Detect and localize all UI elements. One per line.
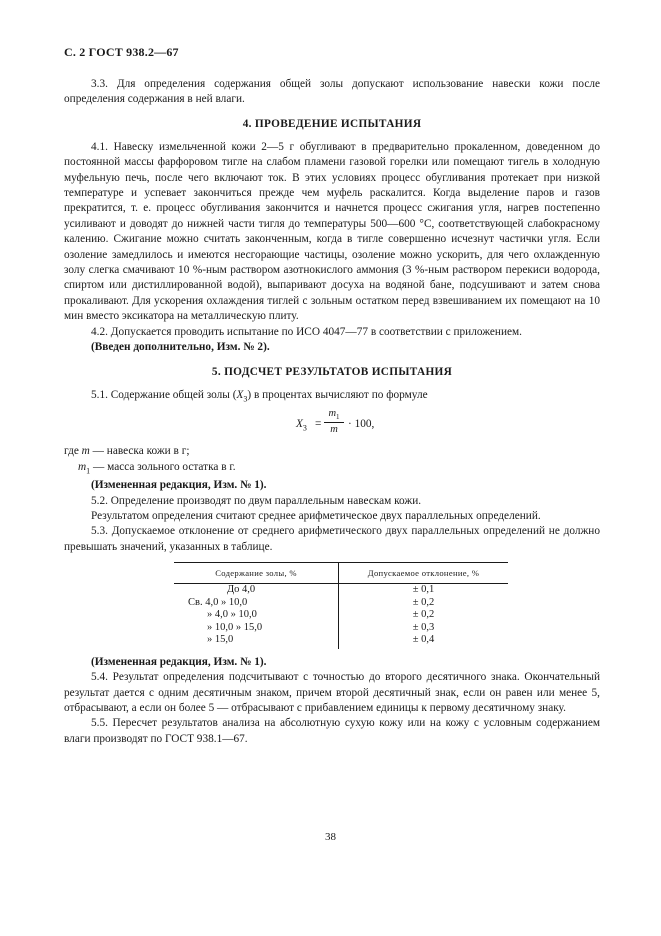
paragraph-5-2: 5.2. Определение производят по двум параллельным навескам кожи.	[91, 494, 422, 507]
paragraph-5-4: 5.4. Результат определения подсчитывают с точностью до второго десятичного знака. Окончательный результат дается с одним десятичным знаком, причем второй десятичный знак, если он равен или менее 5, отбрасывают, а если он более 5 — отбрасывают с прибавлением единицы к первому десятичному знаку.	[64, 671, 600, 714]
paragraph-4-2: 4.2. Допускается проводить испытание по ИСО 4047—77 в соответствии с приложением.	[91, 325, 522, 338]
ash-formula	[64, 408, 600, 444]
section-5-heading: 5. ПОДСЧЕТ РЕЗУЛЬТАТОВ ИСПЫТАНИЯ	[211, 365, 453, 378]
amendment-note-5-1: (Измененная редакция, Изм. № 1).	[91, 479, 267, 492]
section-4-heading: 4. ПРОВЕДЕНИЕ ИСПЫТАНИЯ	[242, 117, 422, 130]
table-header-content: Содержание золы, %	[174, 563, 339, 584]
page-number: 38	[325, 831, 336, 843]
table-row: » 15,0 ± 0,4	[174, 634, 508, 649]
formula-equals: =	[315, 418, 322, 431]
formula-fraction: $\frac{m_1}{m}$	[324, 408, 344, 435]
paragraph-5-2-result: Результатом определения считают среднее арифметическое двух параллельных определений.	[91, 510, 541, 523]
table-row: » 4,0 » 10,0 ± 0,2	[174, 609, 508, 622]
formula-tail: · 100,	[348, 418, 375, 431]
document-body	[64, 77, 600, 747]
paragraph-5-1: 5.1. Содержание общей золы $(X_3)$ в процентах вычисляют по формуле	[91, 388, 428, 403]
table-row: Св. 4,0 » 10,0 ± 0,2	[174, 597, 508, 610]
formula-lhs: $X_3$	[296, 418, 307, 433]
page-header: С. 2 ГОСТ 938.2—67	[64, 45, 179, 59]
amendment-note-5-3: (Измененная редакция, Изм. № 1).	[91, 655, 267, 668]
table-row: До 4,0 ± 0,1	[174, 584, 508, 597]
formula-legend-m: где m — навеска кожи в г;	[64, 445, 190, 458]
table-row: » 10,0 » 15,0 ± 0,3	[174, 622, 508, 635]
amendment-note-4-2: (Введен дополнительно, Изм. № 2).	[91, 341, 270, 354]
paragraph-5-3: 5.3. Допускаемое отклонение от среднего арифметического двух параллельных определений не должно превышать значений, указанных в таблице.	[64, 525, 600, 553]
tolerance-table	[174, 562, 508, 649]
paragraph-4-1: 4.1. Навеску измельченной кожи 2—5 г обугливают в предварительно прокаленном, доведенном до постоянной массы фарфоровом тигле на слабом пламени газовой горелки или помещают тигель в холодную муфельную печь, после чего включают ток. В этих условиях процесс обугливания протекает при низкой температуре и успевает закончиться прежде чем муфель раскалится. Когда выделение паров и газов прекратится, т. е. процесс обугливания закончится и начнется процесс сжигания угля, нагрев постепенно усиливают и доводят до нижней части тигля до температуры 500—600 °С, соответствующей слабокрасному калению. Сжигание можно считать законченным, когда в тигле совершенно исчезнут частички угля. Если озоление замедлилось и имеются несгорающие частицы, озоление можно ускорить, для чего охлажденную золу слегка смачивают 10 %-ным раствором азотнокислого аммония (3 %-ным раствором перекиси водорода, спиртом или дистиллированной водой), выпаривают досуха на водяной бане, подсушивают и затем снова прокаливают. Для ускорения охлаждения тиглей с зольным остатком перед взвешиванием их помещают на 10 мин вместо эксикатора на металлическую плиту.	[64, 140, 600, 323]
formula-legend-m1: $m_1$ — масса зольного остатка в г.	[78, 460, 236, 475]
table-header-tolerance: Допускаемое отклонение, %	[339, 563, 509, 584]
paragraph-3-3: 3.3. Для определения содержания общей золы допускают использование навески кожи после определения содержания в ней влаги.	[64, 78, 600, 106]
paragraph-5-5: 5.5. Пересчет результатов анализа на абсолютную сухую кожу или на кожу с условным содержанием влаги производят по ГОСТ 938.1—67.	[64, 717, 600, 745]
